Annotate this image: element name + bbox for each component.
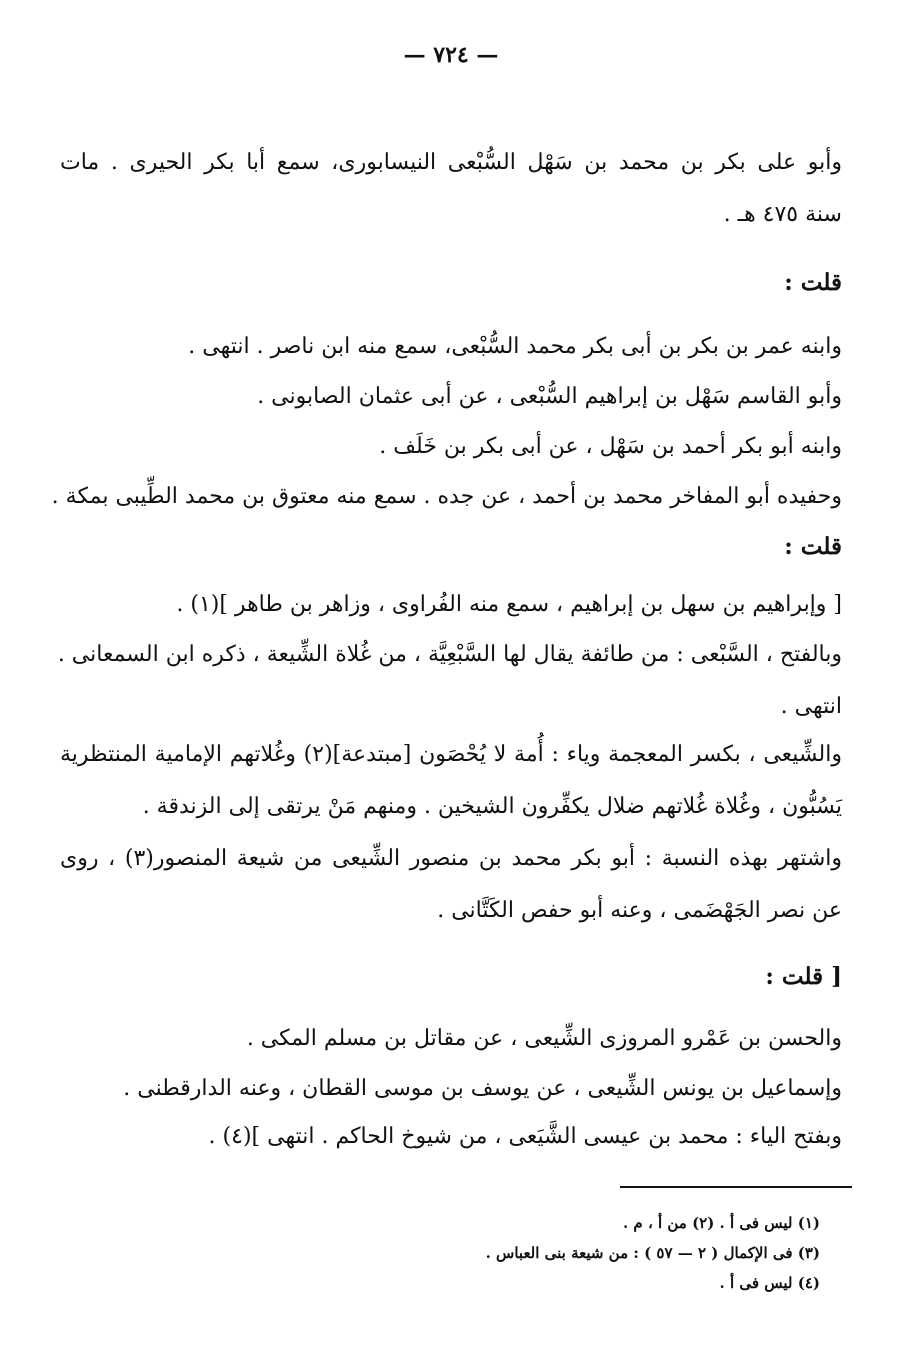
footnote-4: (٤) ليس فى أ . xyxy=(719,1274,820,1292)
text-line-7: وحفيده أبو المفاخر محمد بن أحمد ، عن جده . سمع منه معتوق بن محمد الطِّيبى بمكة . xyxy=(51,484,842,509)
text-line-10: وبالفتح ، السَّبْعى : من طائفة يقال لها السَّبْعِيَّة ، من غُلاة الشِّيعة ، ذكره ابن السمعانى . xyxy=(57,642,842,667)
text-line-15: عن نصر الجَهْضَمى ، وعنه أبو حفص الكَتَّانى . xyxy=(437,898,842,923)
text-line-18: وإسماعيل بن يونس الشِّيعى ، عن يوسف بن موسى القطان ، وعنه الدارقطنى . xyxy=(123,1076,842,1101)
text-line-6: وابنه أبو بكر أحمد بن سَهْل ، عن أبى بكر بن خَلَف . xyxy=(379,434,842,459)
text-line-19: وبفتح الياء : محمد بن عيسى الشَّيَعى ، من شيوخ الحاكم . انتهى ](٤) . xyxy=(208,1124,842,1149)
text-line-12: والشِّيعى ، بكسر المعجمة وياء : أُمة لا يُحْصَون [مبتدعة](٢) وغُلاتهم الإمامية المنتظرية xyxy=(60,742,842,767)
text-line-1: وأبو على بكر بن محمد بن سَهْل السُّبْعى النيسابورى، سمع أبا بكر الحيرى . مات xyxy=(60,150,842,175)
text-line-11: انتهى . xyxy=(780,694,842,719)
footnote-3: (٣) فى الإكمال ( ٢ — ٥٧ ) : من شيعة بنى العباس . xyxy=(485,1244,820,1262)
text-line-13: يَسُبُّون ، وغُلاة غُلاتهم ضلال يكفِّرون الشيخين . ومنهم مَنْ يرتقى إلى الزندقة . xyxy=(142,794,842,819)
page-number: — ٧٢٤ — xyxy=(403,42,499,68)
text-line-2: سنة ٤٧٥ هـ . xyxy=(723,202,842,227)
text-line-17: والحسن بن عَمْرو المروزى الشِّيعى ، عن مقاتل بن مسلم المكى . xyxy=(246,1026,842,1051)
text-line-4: وابنه عمر بن بكر بن أبى بكر محمد السُّبْعى، سمع منه ابن ناصر . انتهى . xyxy=(188,334,842,359)
footnote-1-2: (١) ليس فى أ . (٢) من أ ، م . xyxy=(622,1214,820,1232)
text-line-5: وأبو القاسم سَهْل بن إبراهيم السُّبْعى ، عن أبى عثمان الصابونى . xyxy=(257,384,842,409)
section-heading-qult-3: [ قلت : xyxy=(765,963,842,990)
footnote-separator xyxy=(620,1186,852,1188)
section-heading-qult-2: قلت : xyxy=(784,533,842,560)
text-line-9: [ وإبراهيم بن سهل بن إبراهيم ، سمع منه الفُراوى ، وزاهر بن طاهر ](١) . xyxy=(176,592,842,617)
text-line-14: واشتهر بهذه النسبة : أبو بكر محمد بن منصور الشِّيعى من شيعة المنصور(٣) ، روى xyxy=(60,846,842,871)
section-heading-qult-1: قلت : xyxy=(784,269,842,296)
